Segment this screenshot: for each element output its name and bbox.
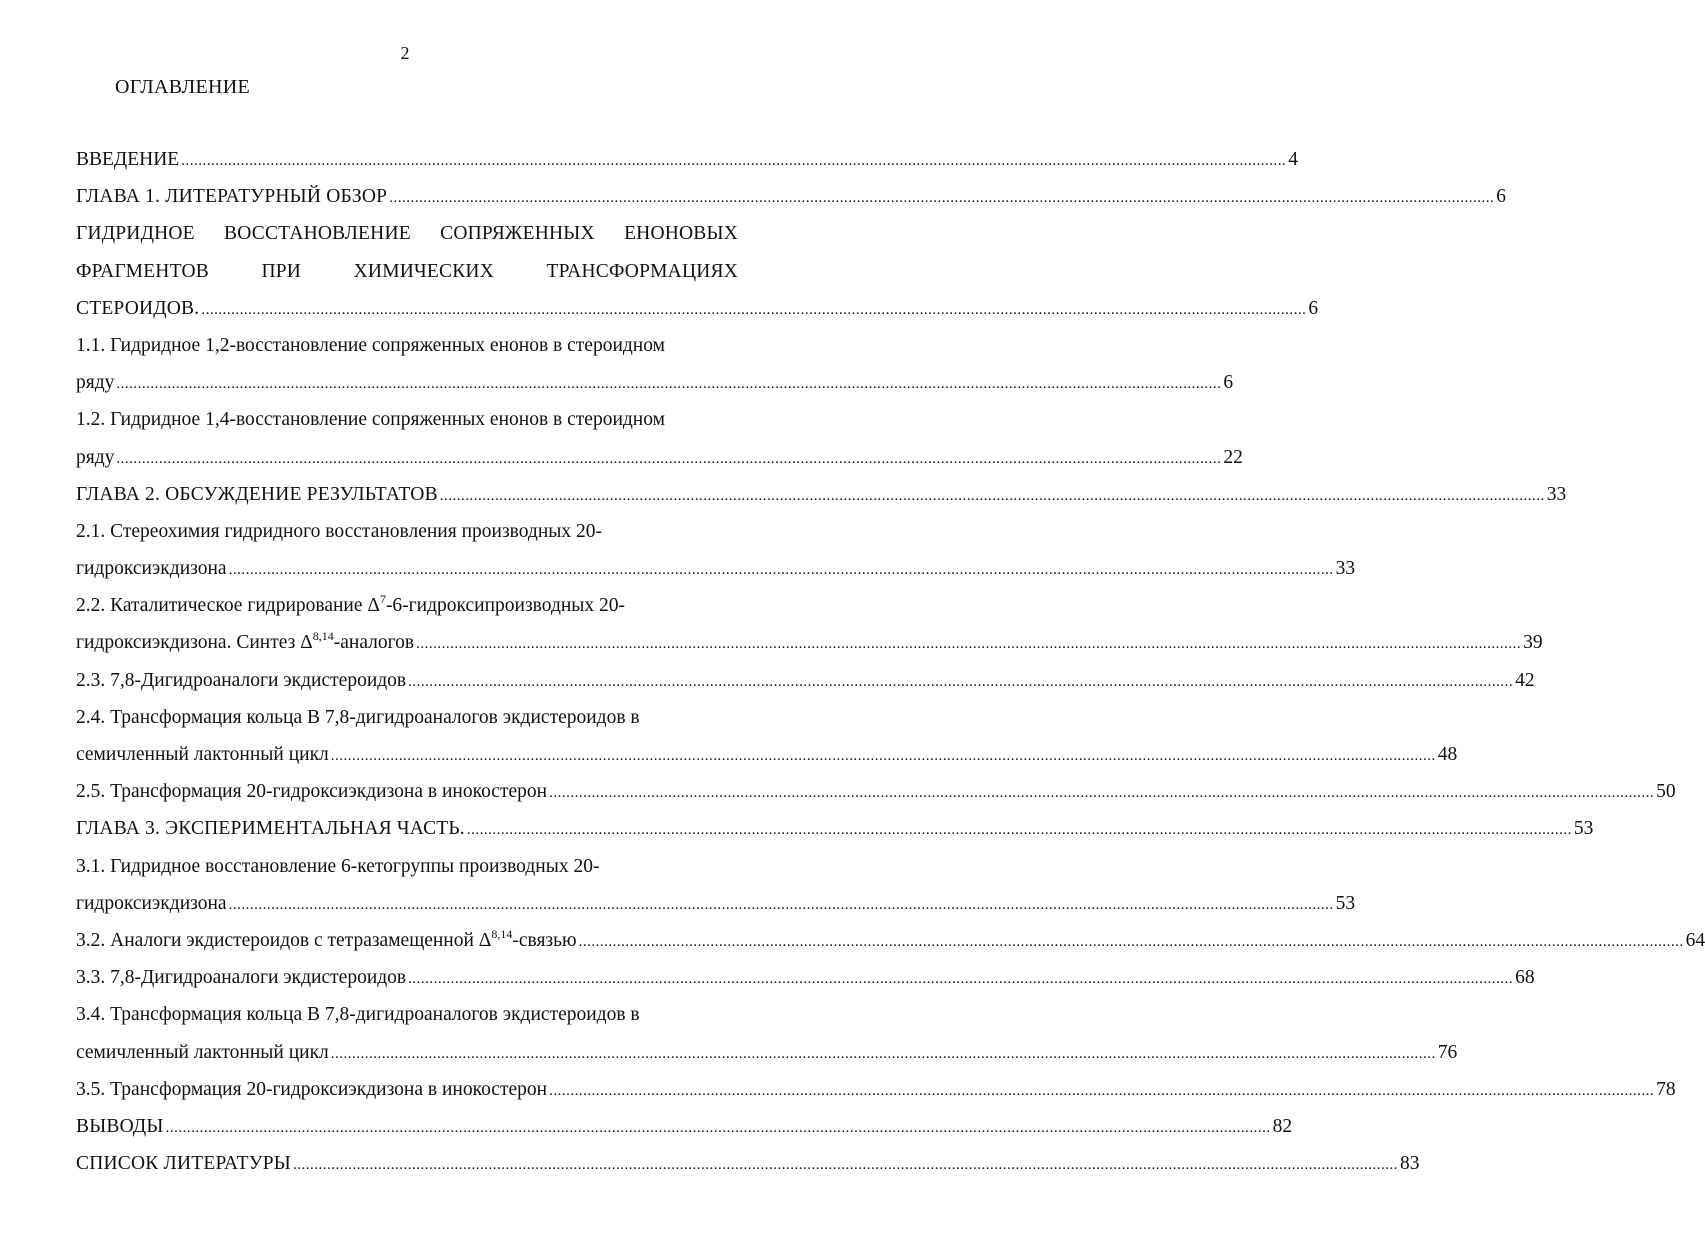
dot-leader <box>181 143 1286 180</box>
entry-title: 3.1. Гидридное восстановление 6-кетогруппы производных 20- <box>76 855 600 877</box>
entry-title: 3.4. Трансформация кольца В 7,8-дигидроаналогов экдистероидов в <box>76 1004 640 1026</box>
word: ХИМИЧЕСКИХ <box>353 260 494 282</box>
superscript: 8,14 <box>491 926 513 941</box>
entry-page: 22 <box>1223 446 1243 468</box>
entry-title: 2.4. Трансформация кольца В 7,8-дигидроаналогов экдистероидов в <box>76 706 640 728</box>
entry-page: 6 <box>1496 186 1506 208</box>
dot-leader <box>293 1147 1398 1184</box>
entry-page: 33 <box>1546 483 1567 505</box>
entry-title: 1.2. Гидридное 1,4-восстановление сопряженных енонов в стероидном <box>76 409 665 431</box>
entry-title: 2.5. Трансформация 20-гидроксиэкдизона в инокостерон <box>76 781 548 803</box>
toc-entry-2-4[interactable] <box>76 699 1458 773</box>
entry-page: 83 <box>1399 1153 1420 1175</box>
toc-entry-chapter-3[interactable] <box>76 810 1594 847</box>
dot-leader <box>229 552 1334 589</box>
entry-title: ГЛАВА 3. ЭКСПЕРИМЕНТАЛЬНАЯ ЧАСТЬ. <box>76 818 465 840</box>
dot-leader <box>201 292 1306 329</box>
entry-page: 53 <box>1573 818 1594 840</box>
dot-leader <box>229 887 1334 924</box>
entry-page: 64 <box>1685 929 1705 951</box>
toc-entry-references[interactable] <box>76 1145 1420 1182</box>
superscript: 7 <box>379 592 386 607</box>
toc-entry-2-3[interactable] <box>76 662 1535 699</box>
toc-entry-3-4[interactable] <box>76 996 1458 1070</box>
entry-title-continued: семичленный лактонный цикл <box>76 744 329 765</box>
entry-title: 2.1. Стереохимия гидридного восстановления производных 20- <box>76 520 602 542</box>
table-of-contents <box>76 141 1705 1182</box>
entry-title: 2.3. 7,8-Дигидроаналоги экдистероидов <box>76 669 407 691</box>
dot-leader <box>408 961 1513 998</box>
entry-page: 39 <box>1523 632 1543 654</box>
dot-leader <box>389 180 1494 217</box>
entry-page: 82 <box>1272 1115 1293 1137</box>
dot-leader <box>331 738 1436 775</box>
dot-leader <box>408 664 1513 701</box>
toc-entry-chapter-1-subtitle[interactable] <box>76 215 1319 327</box>
toc-entry-2-1[interactable] <box>76 513 1356 587</box>
entry-title: ГЛАВА 2. ОБСУЖДЕНИЕ РЕЗУЛЬТАТОВ <box>76 483 438 505</box>
word: ГИДРИДНОЕ <box>76 223 195 245</box>
toc-entry-1-1[interactable] <box>76 327 1234 401</box>
dot-leader <box>331 1036 1436 1073</box>
toc-entry-2-2[interactable] <box>76 587 1543 661</box>
dot-leader <box>440 478 1545 515</box>
entry-title-continued: гидроксиэкдизона. Синтез Δ$^{8,14}$-аналогов <box>76 629 415 654</box>
toc-title: ОГЛАВЛЕНИЕ <box>115 76 250 98</box>
entry-title: ГЛАВА 1. ЛИТЕРАТУРНЫЙ ОБЗОР <box>76 186 388 208</box>
entry-title-continued: гидроксиэкдизона <box>76 558 227 580</box>
word: ПРИ <box>261 260 302 282</box>
entry-title-continued: гидроксиэкдизона <box>76 892 227 914</box>
subtitle-line <box>76 253 738 290</box>
entry-title-continued: ряду <box>76 372 115 394</box>
dot-leader <box>549 1073 1654 1110</box>
superscript: 8,14 <box>312 629 334 644</box>
dot-leader <box>116 366 1221 403</box>
toc-entry-2-5[interactable] <box>76 773 1676 810</box>
entry-page: 6 <box>1223 372 1234 394</box>
entry-page: 6 <box>1308 297 1319 319</box>
dot-leader <box>116 441 1221 478</box>
entry-page: 48 <box>1437 744 1458 765</box>
entry-title-continued: ряду <box>76 446 115 468</box>
dot-leader <box>579 924 1684 961</box>
entry-title: 3.2. Аналоги экдистероидов с тетразамещенной Δ$^{8,14}$-связью <box>76 926 577 951</box>
entry-page: 53 <box>1335 892 1356 914</box>
entry-page: 68 <box>1515 967 1535 989</box>
word: ТРАНСФОРМАЦИЯХ <box>546 260 738 282</box>
toc-entry-3-3[interactable] <box>76 959 1535 996</box>
toc-entry-3-5[interactable] <box>76 1071 1676 1108</box>
word: СОПРЯЖЕННЫХ <box>440 223 595 245</box>
subtitle-line <box>76 215 738 252</box>
entry-title: ВЫВОДЫ <box>76 1115 164 1137</box>
entry-title: 3.3. 7,8-Дигидроаналоги экдистероидов <box>76 967 407 989</box>
entry-title-continued: семичленный лактонный цикл <box>76 1041 329 1063</box>
entry-title: СТЕРОИДОВ. <box>76 297 200 319</box>
toc-entry-conclusions[interactable] <box>76 1108 1293 1145</box>
toc-entry-3-2[interactable] <box>76 922 1705 959</box>
page-number: 2 <box>400 43 410 63</box>
entry-page: 50 <box>1656 781 1676 803</box>
toc-entry-chapter-1[interactable] <box>76 178 1506 215</box>
toc-entry-1-2[interactable] <box>76 401 1243 475</box>
entry-title: СПИСОК ЛИТЕРАТУРЫ <box>76 1153 291 1175</box>
entry-page: 76 <box>1437 1041 1458 1063</box>
word: ФРАГМЕНТОВ <box>76 260 209 282</box>
entry-page: 78 <box>1656 1078 1676 1100</box>
dot-leader <box>467 812 1572 849</box>
entry-title: ВВЕДЕНИЕ <box>76 149 180 170</box>
word: ВОССТАНОВЛЕНИЕ <box>224 223 411 245</box>
entry-page: 42 <box>1515 669 1535 691</box>
dot-leader <box>416 626 1521 663</box>
word: ЕНОНОВЫХ <box>624 223 738 245</box>
entry-page: 4 <box>1288 149 1298 170</box>
entry-page: 33 <box>1335 558 1356 580</box>
dot-leader <box>166 1110 1271 1147</box>
entry-title: 3.5. Трансформация 20-гидроксиэкдизона в инокостерон <box>76 1078 548 1100</box>
dot-leader <box>549 775 1654 812</box>
entry-title: 1.1. Гидридное 1,2-восстановление сопряженных енонов в стероидном <box>76 334 665 356</box>
toc-entry-3-1[interactable] <box>76 848 1356 922</box>
toc-entry-chapter-2[interactable] <box>76 476 1567 513</box>
toc-entry-introduction[interactable] <box>76 141 1298 178</box>
entry-title: 2.2. Каталитическое гидрирование $\Delta^7-6$-гидроксипроизводных 20- <box>76 592 626 617</box>
